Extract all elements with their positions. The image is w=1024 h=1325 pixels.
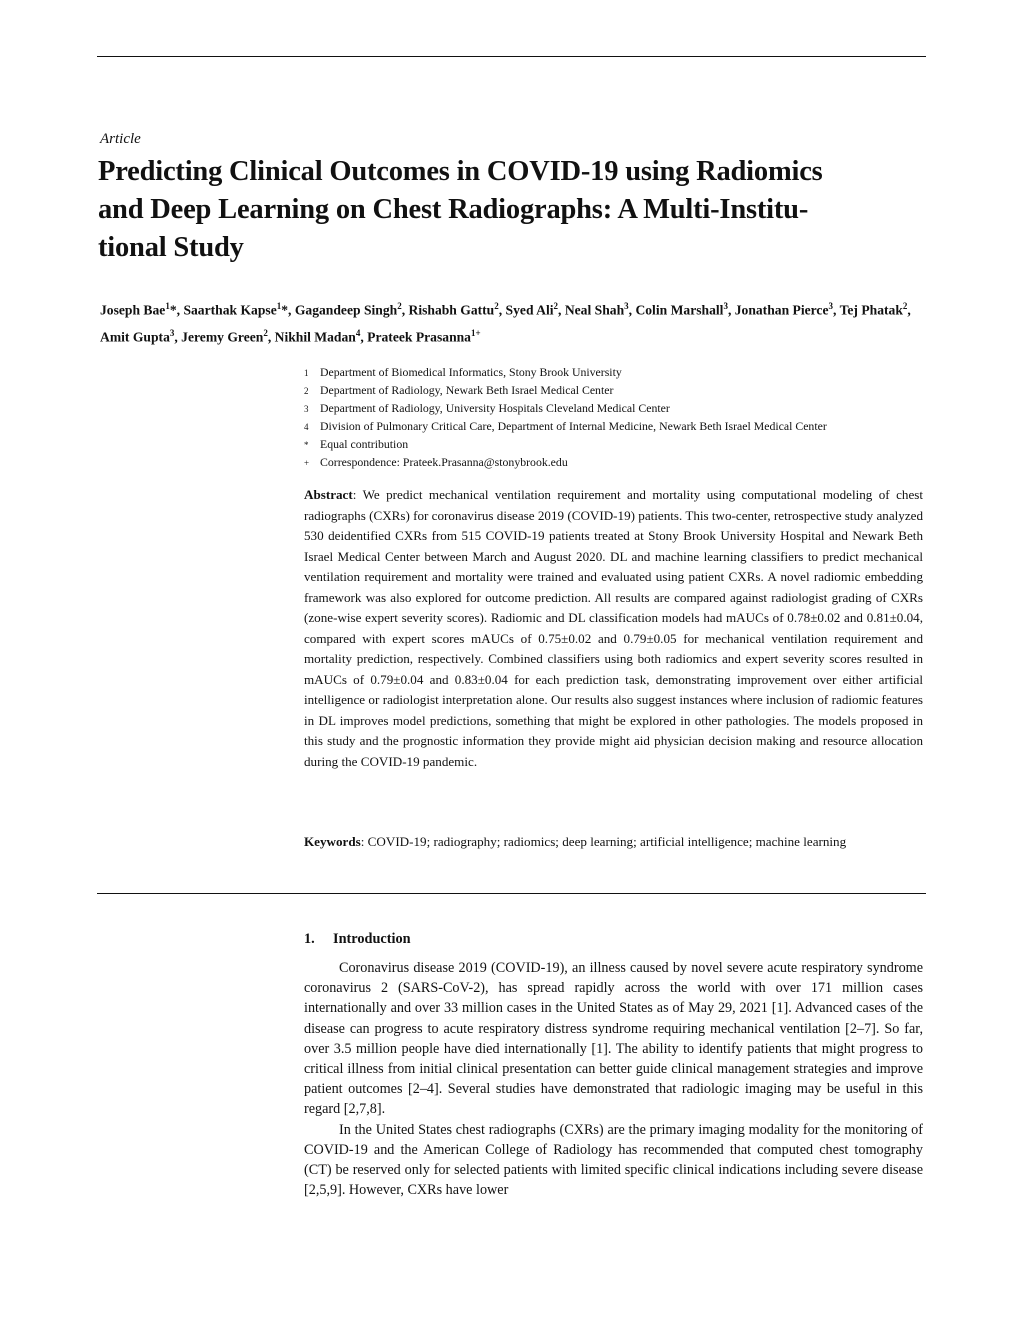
author-affil-sup: 1 (165, 301, 170, 311)
author-name: Colin Marshall (635, 302, 724, 318)
affiliation-text: Department of Radiology, Newark Beth Israel Medical Center (320, 383, 614, 397)
author-affil-sup: 3 (169, 327, 175, 338)
section-title: Introduction (333, 931, 411, 947)
affiliation-item (304, 436, 924, 454)
author-mark: * (169, 302, 177, 318)
abstract-text: We predict mechanical ventilation requirement and mortality using computational modeling of chest radiographs (CXRs) for coronavirus disease 2019 (COVID-19) patients. This two-center, retrospective study analyzed 530 deidentified CXRs from 515 COVID-19 patients treated at Stony Brook University Hospital and Newark Beth Israel Medical Center between March and August 2020. DL and machine learning classifiers to predict mechanical ventilation requirement and mortality were trained and evaluated using patient CXRs. A novel radiomic embedding framework was also explored for outcome prediction. All results are compared against radiologist grading of CXRs (zone-wise expert severity scores). Radiomic and DL classification models had mAUCs of 0.78±0.02 and 0.81±0.04, compared with expert scores mAUCs of 0.75±0.02 and 0.79±0.05 for mechanical ventilation requirement and mortality prediction, respectively. Combined classifiers using both radiomics and expert severity scores resulted in mAUCs of 0.79±0.04 and 0.83±0.04 for each prediction task, demonstrating improvement over either artificial intelligence or radiologist interpretation alone. Our results also suggest instances where inclusion of radiomic features in DL improves model predictions, something that might be explored in other pathologies. The models proposed in this study and the prognostic information they provide might aid physician decision making and resource allocation during the COVID-19 pandemic. (304, 487, 923, 769)
affiliation-text: Correspondence: Prateek.Prasanna@stonybrook.edu (320, 455, 568, 469)
author-name: Joseph Bae (100, 302, 166, 318)
affiliation-item (304, 454, 924, 472)
affiliation-mark: 4 (304, 422, 309, 432)
keywords-label: Keywords (304, 834, 361, 849)
author-affil-sup: 2 (397, 301, 402, 311)
author-name: Jonathan Pierce (734, 302, 829, 318)
author-name: Syed Ali (505, 302, 554, 318)
author-name: Jeremy Green (181, 329, 264, 345)
affiliation-mark: 3 (304, 404, 309, 414)
author-affil-sup: 3 (624, 301, 629, 311)
author-affil-sup: 3 (723, 301, 728, 311)
paragraph: In the United States chest radiographs (CXRs) are the primary imaging modality for the monitoring of COVID-19 and the American College of Radiology has recommended that computed chest tomography (CT) be reserved only for selected patients with limited specific clinical indications including severe disease [2,5,9]. However, CXRs have lower (304, 1121, 923, 1199)
affiliation-item (304, 364, 924, 382)
author-name: Prateek Prasanna (367, 329, 471, 345)
affiliation-item (304, 382, 924, 400)
author-affil-sup: 2 (902, 301, 908, 311)
section-heading (304, 931, 411, 948)
title-line: and Deep Learning on Chest Radiographs: A Multi-Institu- (98, 194, 809, 225)
author-name: Gagandeep Singh (294, 302, 398, 318)
affiliation-text: Department of Radiology, University Hospitals Cleveland Medical Center (320, 401, 670, 415)
author-name: Saarthak Kapse (183, 302, 277, 318)
section-divider (97, 893, 926, 894)
author-affil-sup: 3 (828, 301, 833, 311)
affiliation-text: Equal contribution (320, 437, 409, 451)
abstract-label: Abstract (304, 487, 353, 502)
keywords: Keywords: COVID-19; radiography; radiomics; deep learning; artificial intelligence; machine learning (304, 834, 847, 849)
author-affil-sup: 1 (276, 301, 282, 311)
affiliation-mark: + (304, 458, 310, 468)
author-name: Tej Phatak (839, 302, 903, 318)
affiliation-item (304, 400, 924, 418)
author-mark: * (281, 302, 289, 318)
author-affil-sup: 2 (263, 327, 268, 338)
author-name: Rishabh Gattu (408, 302, 495, 318)
section-number: 1. (304, 931, 315, 947)
author-name: Amit Gupta (100, 329, 170, 345)
author-list: Joseph Bae$^1$*, Saarthak Kapse$^1$*, Gagandeep Singh$^2$, Rishabh Gattu$^2$, Syed Ali$^2$, Neal Shah$^3$, Colin Marshall$^3$, Jonathan Pierce$^3$, Tej Phatak$^2$, Amit Gupta$^3$, Jeremy Green$^2$, Nikhil Madan$^4$, Prateek Prasanna$^{1+}$ (100, 301, 911, 345)
paper-title (98, 153, 898, 267)
affiliation-text: Department of Biomedical Informatics, Stony Brook University (320, 365, 622, 379)
affiliation-text: Division of Pulmonary Critical Care, Department of Internal Medicine, Newark Beth Israel Medical Center (320, 419, 827, 433)
affiliation-item (304, 418, 924, 436)
author-affil-sup: 1+ (470, 327, 481, 338)
author-affil-sup: 2 (494, 301, 499, 311)
affiliation-list (304, 364, 924, 472)
author-affil-sup: 4 (355, 327, 361, 338)
affiliation-mark: 1 (304, 368, 309, 378)
paragraph: Coronavirus disease 2019 (COVID-19), an illness caused by novel severe acute respiratory syndrome coronavirus 2 (SARS-CoV-2), has spread rapidly across the world with over 171 million cases internationally and over 33 million cases in the United States as of May 29, 2021 [1]. Advanced cases of the disease can progress to acute respiratory distress syndrome requiring mechanical ventilation [2–7]. So far, over 3.5 million people have died internationally [1]. The ability to identify patients that might progress to critical illness from initial clinical presentation can better guide clinical management strategies and improve patient outcomes [2–4]. Several studies have demonstrated that radiologic imaging may be useful in this regard [2,7,8]. (304, 960, 923, 1118)
abstract: Abstract: We predict mechanical ventilation requirement and mortality using computational modeling of chest radiographs (CXRs) for coronavirus disease 2019 (COVID-19) patients. This two-center, retrospective study analyzed 530 deidentified CXRs from 515 COVID-19 patients treated at Stony Brook University Hospital and Newark Beth Israel Medical Center between March and August 2020. DL and machine learning classifiers to predict mechanical ventilation requirement and mortality were trained and evaluated using patient CXRs. A novel radiomic embedding framework was also explored for outcome prediction. All results are compared against radiologist grading of CXRs (zone-wise expert severity scores). Radiomic and DL classification models had mAUCs of 0.78±0.02 and 0.81±0.04, compared with expert scores mAUCs of 0.75±0.02 and 0.79±0.05 for mechanical ventilation requirement and mortality prediction, respectively. Combined classifiers using both radiomics and expert severity scores resulted in mAUCs of 0.79±0.04 and 0.83±0.04 for each prediction task, demonstrating improvement over either artificial intelligence or radiologist interpretation alone. Our results also suggest instances where inclusion of radiomic features in DL improves model predictions, something that might be explored in other pathologies. The models proposed in this study and the prognostic information they provide might aid physician decision making and resource allocation during the COVID-19 pandemic. (304, 487, 923, 769)
affiliation-mark: * (304, 440, 309, 450)
keywords-text: COVID-19; radiography; radiomics; deep learning; artificial intelligence; machine learning (367, 834, 847, 849)
author-affil-sup: 2 (553, 301, 559, 311)
article-type-label: Article (100, 131, 141, 147)
author-name: Nikhil Madan (274, 329, 356, 345)
top-rule (97, 56, 926, 57)
body-text (304, 958, 923, 1200)
title-line: tional Study (98, 232, 244, 263)
author-name: Neal Shah (564, 302, 625, 318)
affiliation-mark: 2 (304, 386, 309, 396)
title-line: Predicting Clinical Outcomes in COVID-19 using Radiomics (98, 156, 823, 187)
